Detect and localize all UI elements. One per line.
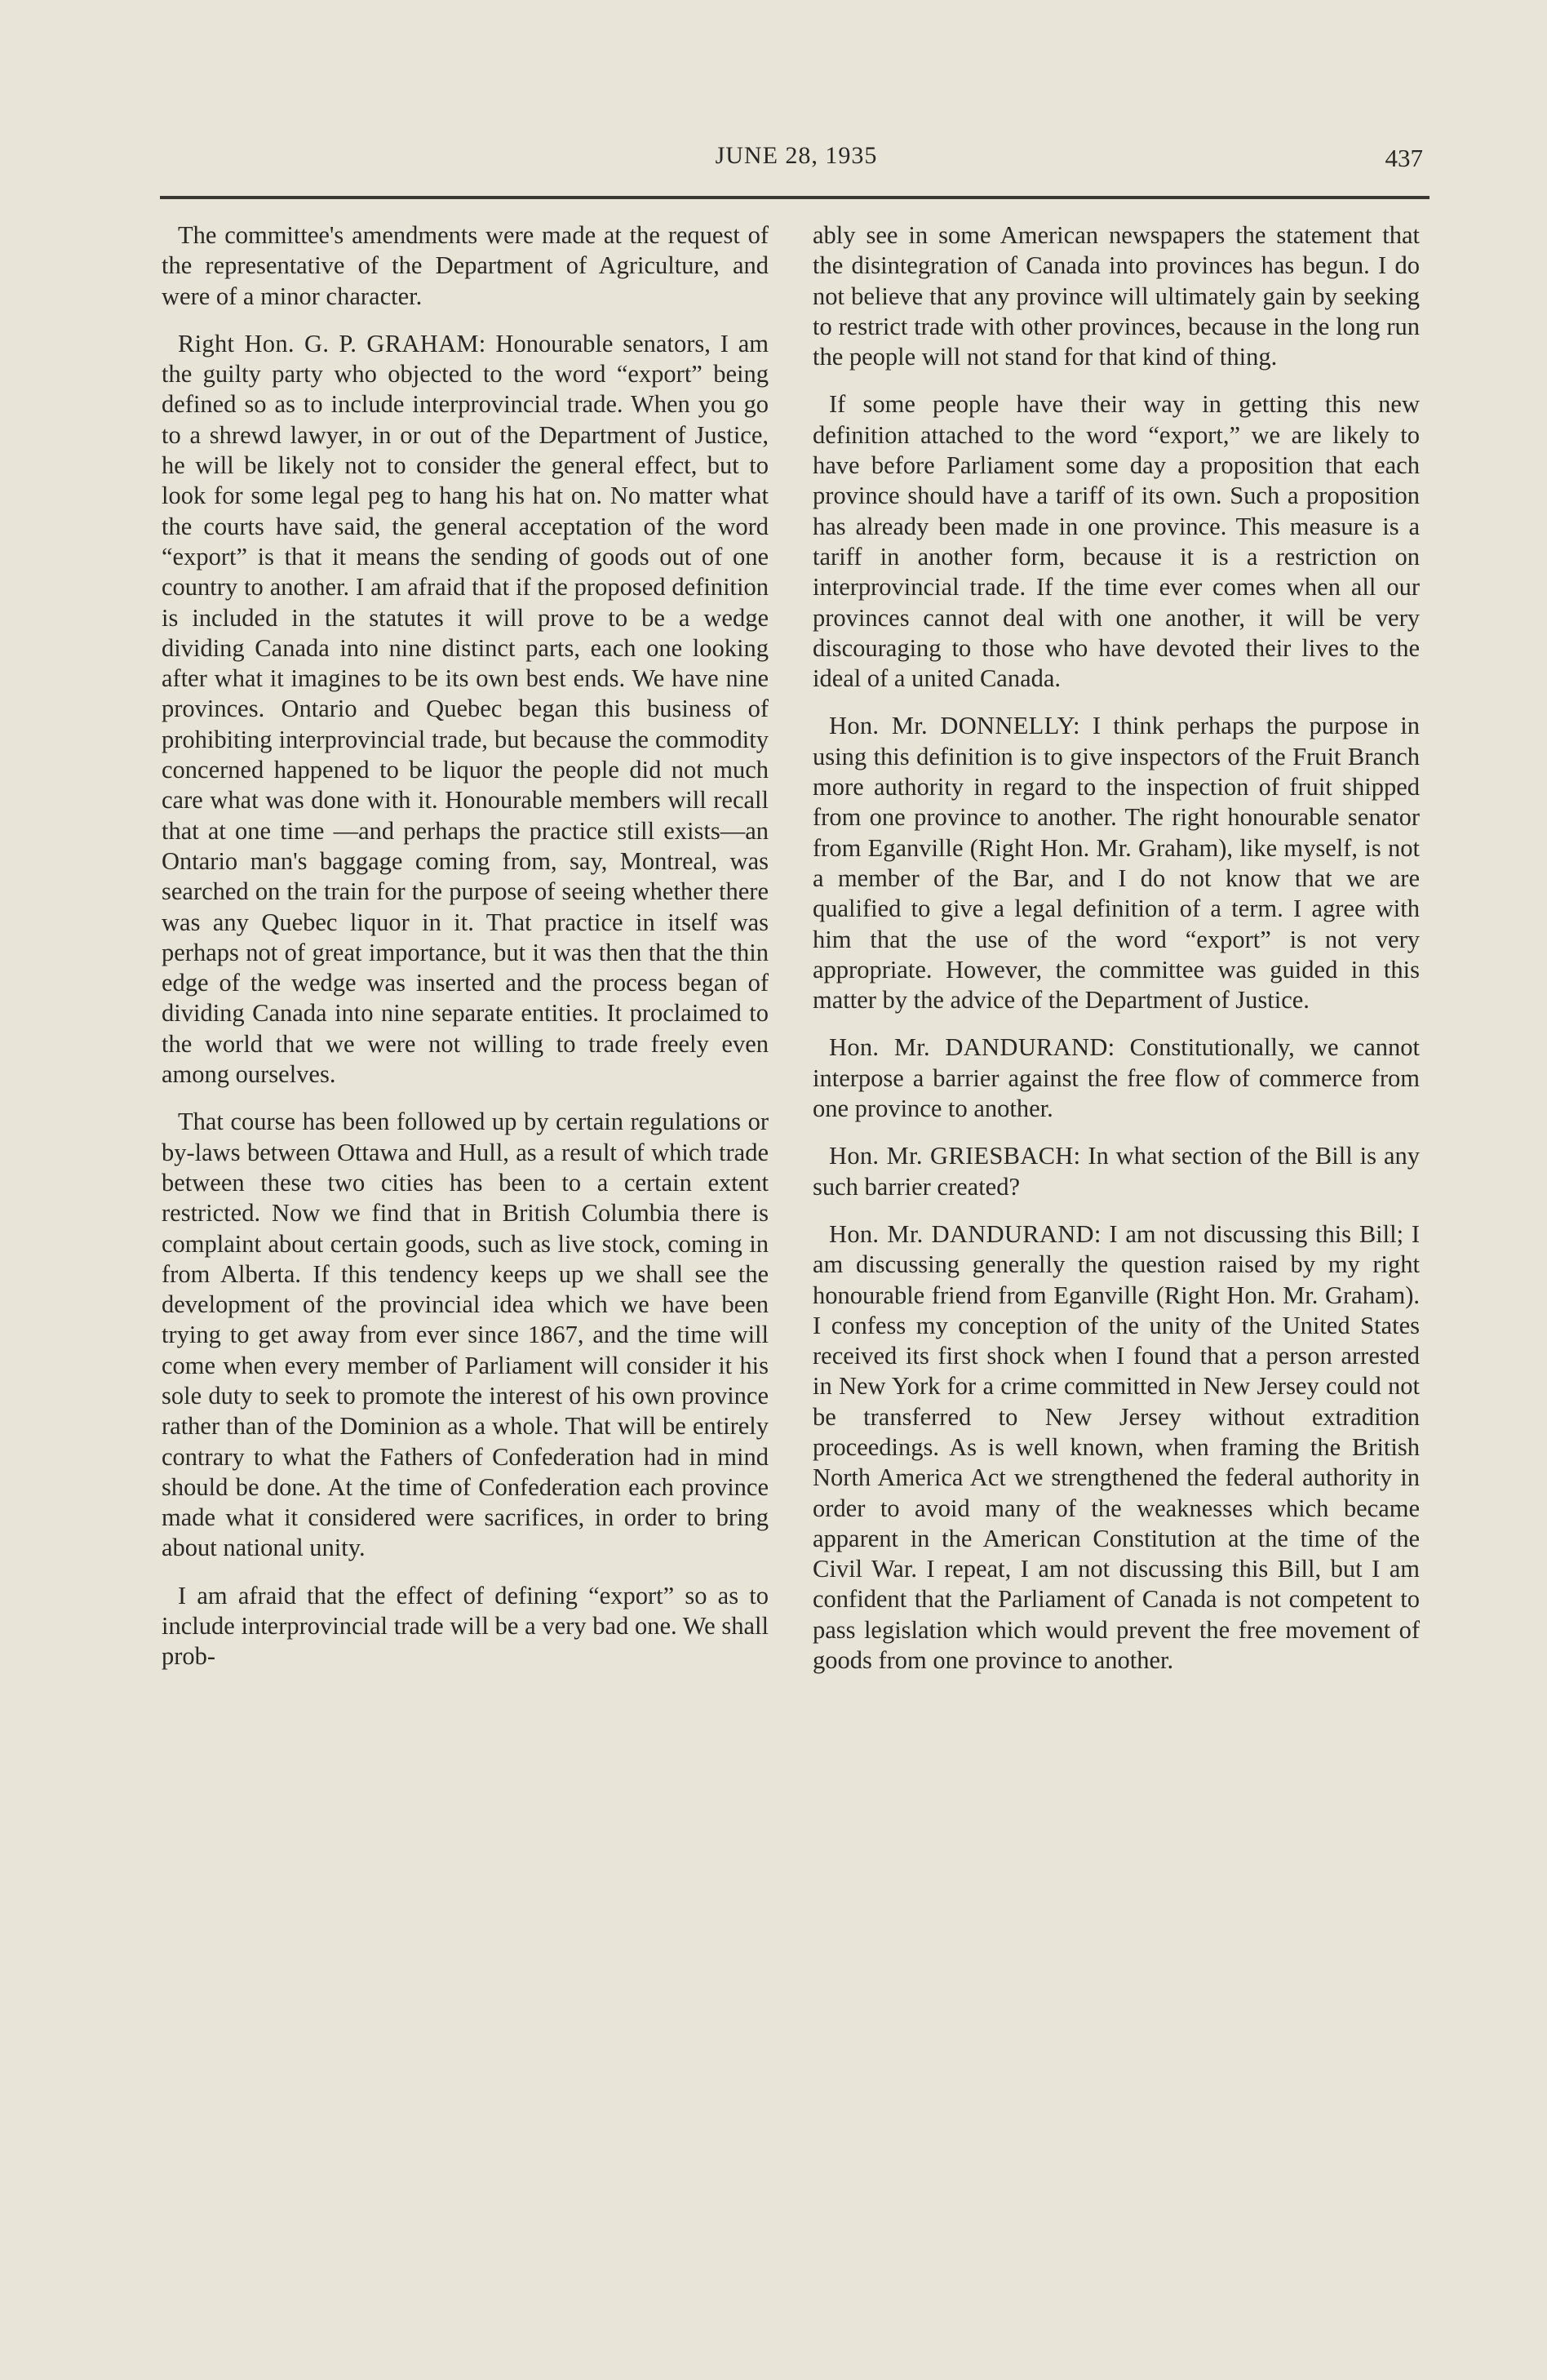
paragraph (813, 1219, 1420, 1676)
speaker-name: Hon. Mr. DANDURAND: (829, 1219, 1102, 1248)
paragraph (813, 711, 1420, 1015)
speaker-name: Right Hon. G. P. GRAHAM: (178, 329, 486, 357)
speaker-name: Hon. Mr. GRIESBACH: (829, 1142, 1081, 1170)
paragraph-text: Constitutionally, we cannot interpose a barrier against the free flow of commerce from one province to another. (813, 1033, 1420, 1123)
header-date: JUNE 28, 1935 (715, 142, 878, 169)
paragraph-text: ably see in some American newspapers the statement that the disintegration of Canada into provinces has begun. I do not believe that any province will ultimately gain by seeking to restrict trade with other provinces, because in the long run the people will not stand for that kind of thing. (813, 221, 1420, 371)
paragraph-text: That course has been followed up by certain regulations or by-laws between Ottawa and Hull, as a result of which trade between these two cities has been to a certain extent restricted. Now we find that in British Columbia there is complaint about certain goods, such as live stock, coming in from Alberta. If this tendency keeps up we shall see the development of the provincial idea which we have been trying to get away from ever since 1867, and the time will come when every member of Parliament will consider it his sole duty to seek to promote the interest of his own province rather than of the Dominion as a whole. That will be entirely contrary to what the Fathers of Confederation had in mind should be done. At the time of Confederation each province made what it considered were sacrifices, in order to bring about national unity. (162, 1108, 769, 1562)
paragraph-text: In what section of the Bill is any such barrier created? (813, 1142, 1420, 1201)
left-column (162, 220, 769, 1690)
header-rule (160, 196, 1430, 199)
paragraph-text: If some people have their way in getting this new definition attached to the word “export,” we are likely to have before Parliament some day a proposition that each province should have a tariff of its own. Such a proposition has already been made in one province. This measure is a tariff in another form, because it is a restriction on interprovincial trade. If the time ever comes when all our provinces cannot deal with one another, it will be very discouraging to those who have devoted their lives to the ideal of a united Canada. (813, 390, 1420, 693)
page-number: 437 (1385, 144, 1423, 172)
paragraph (813, 389, 1420, 694)
paragraph (162, 1581, 769, 1672)
right-column (813, 220, 1420, 1693)
speaker-name: Hon. Mr. DONNELLY: (829, 712, 1080, 740)
paragraph (162, 1107, 769, 1563)
paragraph (813, 220, 1420, 372)
paragraph-text: I think perhaps the purpose in using this definition is to give inspectors of the Fruit Branch more authority in regard to the inspection of fruit shipped from one province to another. The right honourable senator from Eganville (Right Hon. Mr. Graham), like myself, is not a member of the Bar, and I do not know that we are qualified to give a legal definition of a term. I agree with him that the use of the word “export” is not very appropriate. However, the committee was guided in this matter by the advice of the Department of Justice. (813, 712, 1420, 1015)
paragraph (813, 1141, 1420, 1202)
paragraph-text: I am not discussing this Bill; I am discussing generally the question raised by my right honourable friend from Eganville (Right Hon. Mr. Graham). I confess my conception of the unity of the United States received its first shock when I found that a person arrested in New York for a crime committed in New Jersey could not be transferred to New Jersey without extradition proceedings. As is well known, when framing the British North America Act we strengthened the federal authority in order to avoid many of the weaknesses which became apparent in the American Constitution at the time of the Civil War. I repeat, I am not discussing this Bill, but I am confident that the Parliament of Canada is not competent to pass legislation which would prevent the free movement of goods from one province to another. (813, 1219, 1420, 1675)
paragraph (162, 220, 769, 312)
page-header (160, 142, 1433, 191)
speaker-name: Hon. Mr. DANDURAND: (829, 1033, 1115, 1062)
paragraph-text: Honourable senators, I am the guilty party who objected to the word “export” being defined so as to include interprovincial trade. When you go to a shrewd lawyer, in or out of the Department of Justice, he will be likely not to consider the general effect, but to look for some legal peg to hang his hat on. No matter what the courts have said, the general acceptation of the word “export” is that it means the sending of goods out of one country to another. I am afraid that if the proposed definition is included in the statutes it will prove to be a wedge dividing Canada into nine distinct parts, each one looking after what it imagines to be its own best ends. We have nine provinces. Ontario and Quebec began this business of prohibiting interprovincial trade, but because the commodity concerned happened to be liquor the people did not much care what was done with it. Honourable members will recall that at one time —and perhaps the practice still exists—an Ontario man's baggage coming from, say, Montreal, was searched on the train for the purpose of seeing whether there was any Quebec liquor in it. That practice in itself was perhaps not of great importance, but it was then that the thin edge of the wedge was inserted and the process began of dividing Canada into nine separate entities. It proclaimed to the world that we were not willing to trade freely even among ourselves. (162, 329, 769, 1089)
paragraph (162, 329, 769, 1090)
paragraph-text: I am afraid that the effect of defining “export” so as to include interprovincial trade will be a very bad one. We shall prob- (162, 1581, 769, 1671)
paragraph-text: The committee's amendments were made at the request of the representative of the Department of Agriculture, and were of a minor character. (162, 221, 769, 310)
paragraph (813, 1032, 1420, 1124)
